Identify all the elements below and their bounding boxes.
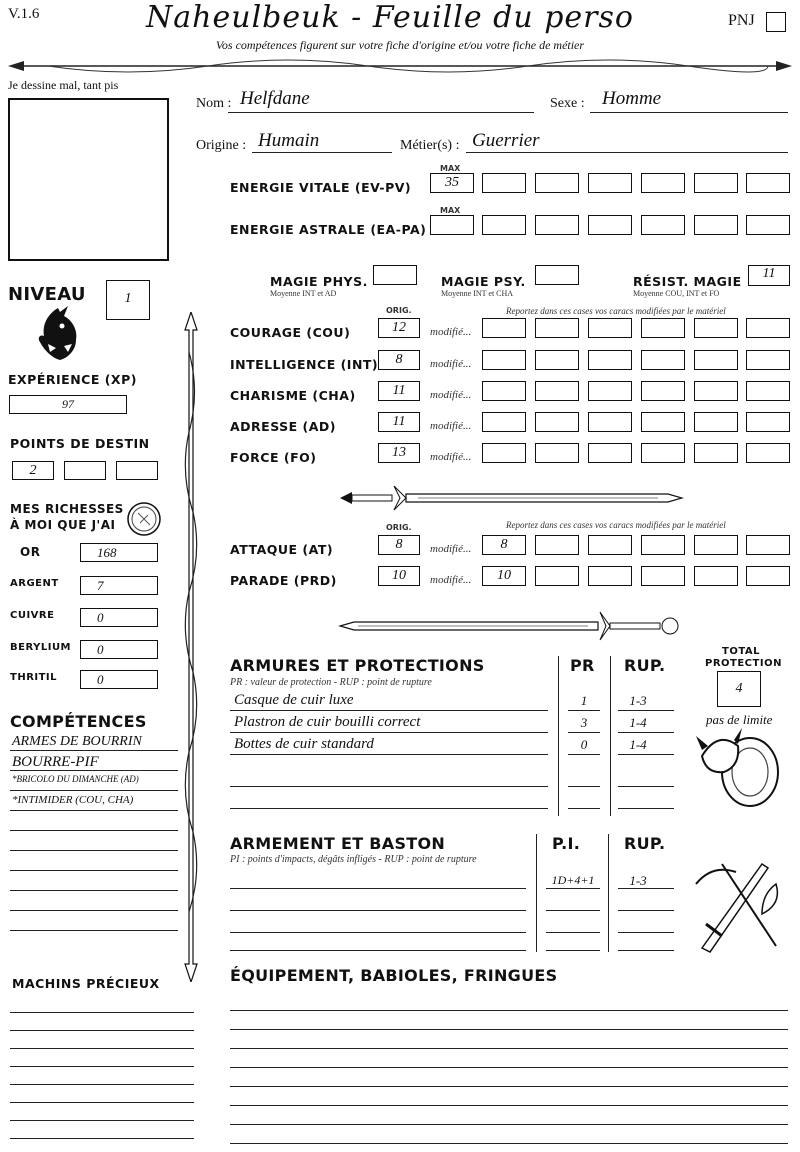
wealth-value[interactable]: 168 (80, 543, 158, 562)
treasure-line[interactable] (10, 1048, 194, 1049)
armor-row-line (230, 754, 548, 755)
armor-row-line (618, 754, 674, 755)
stat-mod-box[interactable] (588, 443, 632, 463)
stat-mod-box[interactable] (641, 318, 685, 338)
weapon-row-line (230, 888, 526, 889)
combat-mod-box[interactable] (588, 566, 632, 586)
skill-line (10, 890, 178, 891)
wealth-title-1: MES RICHESSES (10, 502, 124, 516)
spear-icon (180, 312, 202, 982)
stat-label: COURAGE (COU) (230, 325, 351, 340)
armor-row-line (230, 808, 548, 809)
stat-mod-box[interactable] (746, 412, 790, 432)
combat-mod-box[interactable] (746, 535, 790, 555)
stat-mod-box[interactable] (588, 381, 632, 401)
combat-mod-box[interactable] (641, 566, 685, 586)
wealth-title-2: À MOI QUE J'AI (10, 518, 116, 532)
combat-orig-box[interactable]: 8 (378, 535, 420, 555)
stat-mod-box[interactable] (641, 381, 685, 401)
page-subtitle: Vos compétences figurent sur votre fiche d'origine et/ou votre fiche de métier (215, 38, 585, 52)
resist-magie-label: RÉSIST. MAGIE (633, 274, 742, 289)
armor-row-line (618, 786, 674, 787)
armor-row-line (568, 754, 600, 755)
magie-psy-box[interactable] (535, 265, 579, 285)
stat-label: INTELLIGENCE (INT) (230, 357, 379, 372)
ev-box-7[interactable] (746, 173, 790, 193)
origine-underline (252, 152, 392, 153)
skill-item[interactable]: ARMES DE BOURRIN (12, 734, 142, 749)
ev-box-6[interactable] (694, 173, 738, 193)
stat-mod-box[interactable] (482, 381, 526, 401)
armor-row-line (568, 732, 600, 733)
weapon-row-line (230, 932, 526, 933)
combat-modif-label: modifié... (430, 574, 472, 586)
armor-item-name[interactable]: Bottes de cuir standard (234, 736, 374, 752)
magie-phys-label: MAGIE PHYS. (270, 274, 368, 289)
stat-mod-box[interactable] (694, 412, 738, 432)
sexe-value[interactable]: Homme (602, 88, 662, 109)
coin-icon (126, 501, 162, 537)
stat-modif-label: modifié... (430, 326, 472, 338)
wealth-value[interactable]: 0 (80, 670, 158, 689)
treasure-line[interactable] (10, 1120, 194, 1121)
combat-note: Reportez dans ces cases vos caracs modifiées par le matériel (506, 520, 726, 530)
ev-box-1[interactable]: 35 (430, 173, 474, 193)
magie-psy-label: MAGIE PSY. (441, 274, 526, 289)
ea-box-5[interactable] (641, 215, 685, 235)
total-protection-label-2: PROTECTION (705, 658, 782, 669)
skill-item[interactable]: BOURRE-PIF (12, 754, 99, 770)
destin-label: POINTS DE DESTIN (10, 436, 150, 451)
stat-mod-box[interactable] (746, 443, 790, 463)
metier-value[interactable]: Guerrier (472, 130, 540, 151)
weapons-divider-1 (536, 834, 537, 952)
stat-orig-box[interactable]: 12 (378, 318, 420, 338)
pnj-checkbox[interactable] (766, 12, 786, 32)
stat-label: ADRESSE (AD) (230, 419, 337, 434)
niveau-label: NIVEAU (8, 284, 86, 305)
ea-box-3[interactable] (535, 215, 579, 235)
armor-item-name[interactable]: Casque de cuir luxe (234, 692, 354, 708)
wealth-label: BERYLIUM (10, 642, 72, 653)
wealth-value[interactable]: 0 (80, 640, 158, 659)
ev-label: ENERGIE VITALE (EV-PV) (230, 180, 412, 195)
ev-box-2[interactable] (482, 173, 526, 193)
resist-magie-note: Moyenne COU, INT et FO (633, 289, 720, 298)
weapons-title: ARMEMENT ET BASTON (230, 834, 446, 853)
wealth-label: CUIVRE (10, 610, 55, 621)
ea-label: ENERGIE ASTRALE (EA-PA) (230, 222, 427, 237)
portrait-caption: Je dessine mal, tant pis (8, 78, 119, 92)
armor-item-rup[interactable]: 1-4 (629, 737, 647, 752)
equipment-line[interactable] (230, 1124, 788, 1125)
combat-modif-label: modifié... (430, 543, 472, 555)
armor-row-line (230, 710, 548, 711)
weapon-row-line (618, 950, 674, 951)
equipment-line[interactable] (230, 1010, 788, 1011)
stat-modif-label: modifié... (430, 389, 472, 401)
ea-box-2[interactable] (482, 215, 526, 235)
destin-box-2[interactable] (64, 461, 106, 480)
stat-mod-box[interactable] (535, 412, 579, 432)
magie-phys-box[interactable] (373, 265, 417, 285)
combat-mod-box[interactable] (535, 535, 579, 555)
stat-mod-box[interactable] (588, 350, 632, 370)
stat-mod-box[interactable] (535, 443, 579, 463)
combat-mod-box[interactable] (694, 566, 738, 586)
weapons-col-rup: RUP. (624, 834, 666, 853)
treasures-title: MACHINS PRÉCIEUX (12, 976, 160, 991)
combat-mod-box[interactable] (535, 566, 579, 586)
no-limit-label: pas de limite (706, 712, 773, 727)
equipment-line[interactable] (230, 1105, 788, 1106)
weapon-row-line (230, 950, 526, 951)
nom-underline (228, 112, 534, 113)
weapon-item-rup[interactable]: 1-3 (629, 873, 647, 888)
armor-row-line (568, 710, 600, 711)
stat-mod-box[interactable] (482, 412, 526, 432)
treasure-line[interactable] (10, 1066, 194, 1067)
stat-mod-box[interactable] (482, 318, 526, 338)
combat-mod-box[interactable] (641, 535, 685, 555)
stat-mod-box[interactable] (694, 350, 738, 370)
stats-orig-label: ORIG. (386, 306, 412, 315)
nom-value[interactable]: Helfdane (240, 88, 310, 109)
combat-mod-box[interactable]: 8 (482, 535, 526, 555)
weapons-divider-2 (608, 834, 609, 952)
ea-box-7[interactable] (746, 215, 790, 235)
armor-row-line (568, 786, 600, 787)
treasure-line[interactable] (10, 1138, 194, 1139)
weapon-row-line (230, 910, 526, 911)
stat-modif-label: modifié... (430, 451, 472, 463)
armor-col-rup: RUP. (624, 656, 666, 675)
armor-row-line (618, 808, 674, 809)
nom-label: Nom : (196, 96, 232, 111)
armor-row-line (230, 786, 548, 787)
weapon-row-line (546, 950, 600, 951)
weapon-item-pi[interactable]: 1D+4+1 (551, 873, 595, 887)
stat-mod-box[interactable] (746, 350, 790, 370)
xp-box[interactable]: 97 (9, 395, 127, 414)
treasure-line[interactable] (10, 1030, 194, 1031)
treasure-line[interactable] (10, 1102, 194, 1103)
combat-mod-box[interactable] (588, 535, 632, 555)
resist-magie-box[interactable]: 11 (748, 265, 790, 286)
armor-row-line (618, 732, 674, 733)
skill-item[interactable]: *INTIMIDER (COU, CHA) (12, 794, 134, 806)
stat-modif-label: modifié... (430, 420, 472, 432)
stat-mod-box[interactable] (641, 412, 685, 432)
page-title: Naheulbeuk - Feuille du perso (146, 0, 634, 35)
skill-line (10, 870, 178, 871)
xp-label: EXPÉRIENCE (XP) (8, 372, 137, 387)
equipment-line[interactable] (230, 1067, 788, 1068)
stats-note: Reportez dans ces cases vos caracs modifiées par le matériel (506, 306, 726, 316)
metier-underline (466, 152, 788, 153)
armor-row-line (568, 808, 600, 809)
helmet-shield-icon (694, 726, 786, 810)
skill-line (10, 790, 178, 791)
weapon-row-line (546, 910, 600, 911)
stat-orig-box[interactable]: 11 (378, 412, 420, 432)
stat-mod-box[interactable] (588, 412, 632, 432)
stat-mod-box[interactable] (694, 381, 738, 401)
skill-line (10, 830, 178, 831)
armor-item-pr[interactable]: 0 (580, 737, 588, 752)
stat-mod-box[interactable] (482, 350, 526, 370)
armor-item-pr[interactable]: 3 (580, 715, 588, 730)
combat-orig-label: ORIG. (386, 523, 412, 532)
weapon-row-line (546, 932, 600, 933)
combat-label: PARADE (PRD) (230, 573, 337, 588)
equipment-line[interactable] (230, 1048, 788, 1049)
weapons-col-pi: P.I. (552, 834, 581, 853)
skill-line (10, 750, 178, 751)
stat-mod-box[interactable] (588, 318, 632, 338)
ea-max-label: MAX (440, 206, 461, 215)
ea-box-1[interactable] (430, 215, 474, 235)
stat-mod-box[interactable] (535, 318, 579, 338)
armor-item-name[interactable]: Plastron de cuir bouilli correct (234, 714, 421, 730)
pnj-label: PNJ (728, 12, 755, 29)
armor-divider-1 (558, 656, 559, 816)
version-label: V.1.6 (8, 6, 40, 22)
stat-orig-box[interactable]: 11 (378, 381, 420, 401)
skill-item[interactable]: *BRICOLO DU DIMANCHE (AD) (12, 774, 139, 784)
weapons-subtitle: PI : points d'impacts, dégâts infligés - RUP : point de rupture (230, 854, 477, 865)
stat-mod-box[interactable] (535, 350, 579, 370)
combat-label: ATTAQUE (AT) (230, 542, 334, 557)
skill-line (10, 810, 178, 811)
wealth-value[interactable]: 7 (80, 576, 158, 595)
origine-label: Origine : (196, 138, 247, 153)
sexe-underline (590, 112, 788, 113)
destin-box-3[interactable] (116, 461, 158, 480)
sword-icon (338, 480, 684, 516)
armor-item-rup[interactable]: 1-4 (629, 715, 647, 730)
sexe-label: Sexe : (550, 96, 585, 111)
stat-orig-box[interactable]: 13 (378, 443, 420, 463)
dragon-icon (34, 304, 82, 364)
skill-line (10, 910, 178, 911)
wealth-label: OR (20, 545, 41, 559)
combat-mod-box[interactable]: 10 (482, 566, 526, 586)
wealth-label: ARGENT (10, 578, 59, 589)
ev-box-5[interactable] (641, 173, 685, 193)
skills-title: COMPÉTENCES (10, 712, 147, 731)
skill-line (10, 850, 178, 851)
weapons-icon (692, 854, 786, 954)
stat-mod-box[interactable] (746, 318, 790, 338)
stat-label: FORCE (FO) (230, 450, 317, 465)
armor-title: ARMURES ET PROTECTIONS (230, 656, 485, 675)
wealth-label: THRITIL (10, 672, 58, 683)
magie-psy-note: Moyenne INT et CHA (441, 289, 514, 298)
armor-row-line (618, 710, 674, 711)
weapon-row-line (546, 888, 600, 889)
stat-modif-label: modifié... (430, 358, 472, 370)
weapon-row-line (618, 932, 674, 933)
portrait-box[interactable] (8, 98, 169, 261)
metier-label: Métier(s) : (400, 138, 460, 153)
niveau-box[interactable]: 1 (106, 280, 150, 320)
stat-mod-box[interactable] (482, 443, 526, 463)
armor-col-pr: PR (570, 656, 595, 675)
stat-mod-box[interactable] (694, 318, 738, 338)
armor-subtitle: PR : valeur de protection - RUP : point de rupture (230, 677, 432, 688)
total-protection-box[interactable]: 4 (717, 671, 761, 707)
stat-label: CHARISME (CHA) (230, 388, 356, 403)
equipment-line[interactable] (230, 1143, 788, 1144)
equipment-line[interactable] (230, 1086, 788, 1087)
stat-mod-box[interactable] (641, 350, 685, 370)
stat-orig-box[interactable]: 8 (378, 350, 420, 370)
magie-phys-note: Moyenne INT et AD (270, 289, 337, 298)
combat-mod-box[interactable] (694, 535, 738, 555)
sword-icon-2 (338, 608, 684, 644)
weapon-row-line (618, 910, 674, 911)
equipment-line[interactable] (230, 1029, 788, 1030)
armor-item-rup[interactable]: 1-3 (629, 693, 647, 708)
treasure-line[interactable] (10, 1084, 194, 1085)
wealth-value[interactable]: 0 (80, 608, 158, 627)
combat-orig-box[interactable]: 10 (378, 566, 420, 586)
armor-divider-2 (610, 656, 611, 816)
destin-box-1[interactable]: 2 (12, 461, 54, 480)
ev-max-label: MAX (440, 164, 461, 173)
treasure-line[interactable] (10, 1012, 194, 1013)
header-ornament (8, 56, 792, 80)
armor-row-line (230, 732, 548, 733)
armor-item-pr[interactable]: 1 (580, 693, 588, 708)
stat-mod-box[interactable] (641, 443, 685, 463)
equipment-title: ÉQUIPEMENT, BABIOLES, FRINGUES (230, 966, 558, 985)
stat-mod-box[interactable] (535, 381, 579, 401)
ea-box-4[interactable] (588, 215, 632, 235)
combat-mod-box[interactable] (746, 566, 790, 586)
origine-value[interactable]: Humain (258, 130, 320, 151)
ea-box-6[interactable] (694, 215, 738, 235)
stat-mod-box[interactable] (746, 381, 790, 401)
stat-mod-box[interactable] (694, 443, 738, 463)
ev-box-3[interactable] (535, 173, 579, 193)
skill-line (10, 930, 178, 931)
total-protection-label-1: TOTAL (722, 646, 760, 657)
ev-box-4[interactable] (588, 173, 632, 193)
